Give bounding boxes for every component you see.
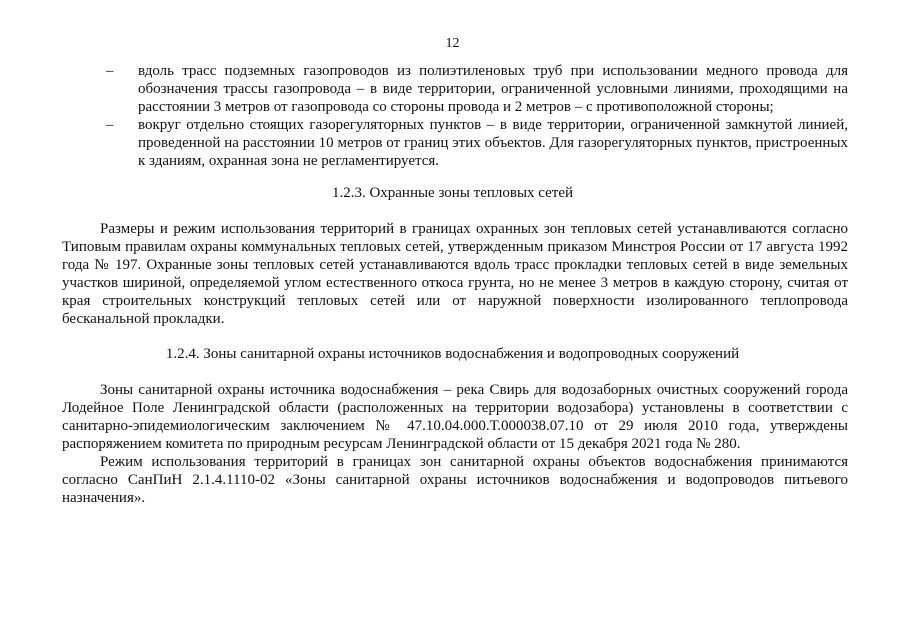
section-heading-1-2-3: 1.2.3. Охранные зоны тепловых сетей (331, 185, 574, 201)
paragraph-water-sanitary-zones: Зоны санитарной охраны источника водоснабжения – река Свирь для водозаборных очистных сооружений города Лодейное Поле Ленинградской области (расположенных на территории водозабора) установлены в соответствии с санитарно-эпидемиологическим заключением № 47.10.04.000.Т.000038.07.10 от 29 июля 2010 года, утверждены распоряжением комитета по природным ресурсам Ленинградской области от 15 декабря 2021 года № 280. (62, 382, 848, 452)
bullet-list (106, 62, 848, 170)
list-item (106, 116, 848, 170)
dash-marker: – (106, 63, 114, 79)
list-item-text: вокруг отдельно стоящих газорегуляторных пунктов – в виде территории, ограниченной замкнутой линией, проведенной на расстоянии 10 метров от границ этих объектов. Для газорегуляторных пунктов, пристроенных к зданиям, охранная зона не регламентируется. (138, 117, 848, 169)
dash-marker: – (106, 117, 114, 133)
paragraph-usage-regime: Режим использования территорий в границах зон санитарной охраны объектов водоснабжения принимаются согласно СанПиН 2.1.4.1110-02 «Зоны санитарной охраны источников водоснабжения и водопроводов питьевого назначения». (62, 454, 848, 506)
list-item-text: вдоль трасс подземных газопроводов из полиэтиленовых труб при использовании медного провода для обозначения трассы газопровода – в виде территории, ограниченной условными линиями, проходящими на расстоянии 3 метров от газопровода со стороны провода и 2 метров – с противоположной стороны; (138, 63, 848, 115)
page-number: 12 (445, 36, 460, 51)
section-heading-1-2-4: 1.2.4. Зоны санитарной охраны источников водоснабжения и водопроводных сооружений (165, 346, 740, 362)
paragraph-heat-networks: Размеры и режим использования территорий в границах охранных зон тепловых сетей устанавливаются согласно Типовым правилам охраны коммунальных тепловых сетей, утвержденным приказом Минстроя России от 17 августа 1992 года № 197. Охранные зоны тепловых сетей устанавливаются вдоль трасс прокладки тепловых сетей в виде земельных участков шириной, определяемой углом естественного откоса грунта, но не менее 3 метров в каждую сторону, считая от края строительных конструкций тепловых сетей или от наружной поверхности изолированного теплопровода бесканальной прокладки. (62, 221, 848, 327)
list-item (106, 62, 848, 116)
